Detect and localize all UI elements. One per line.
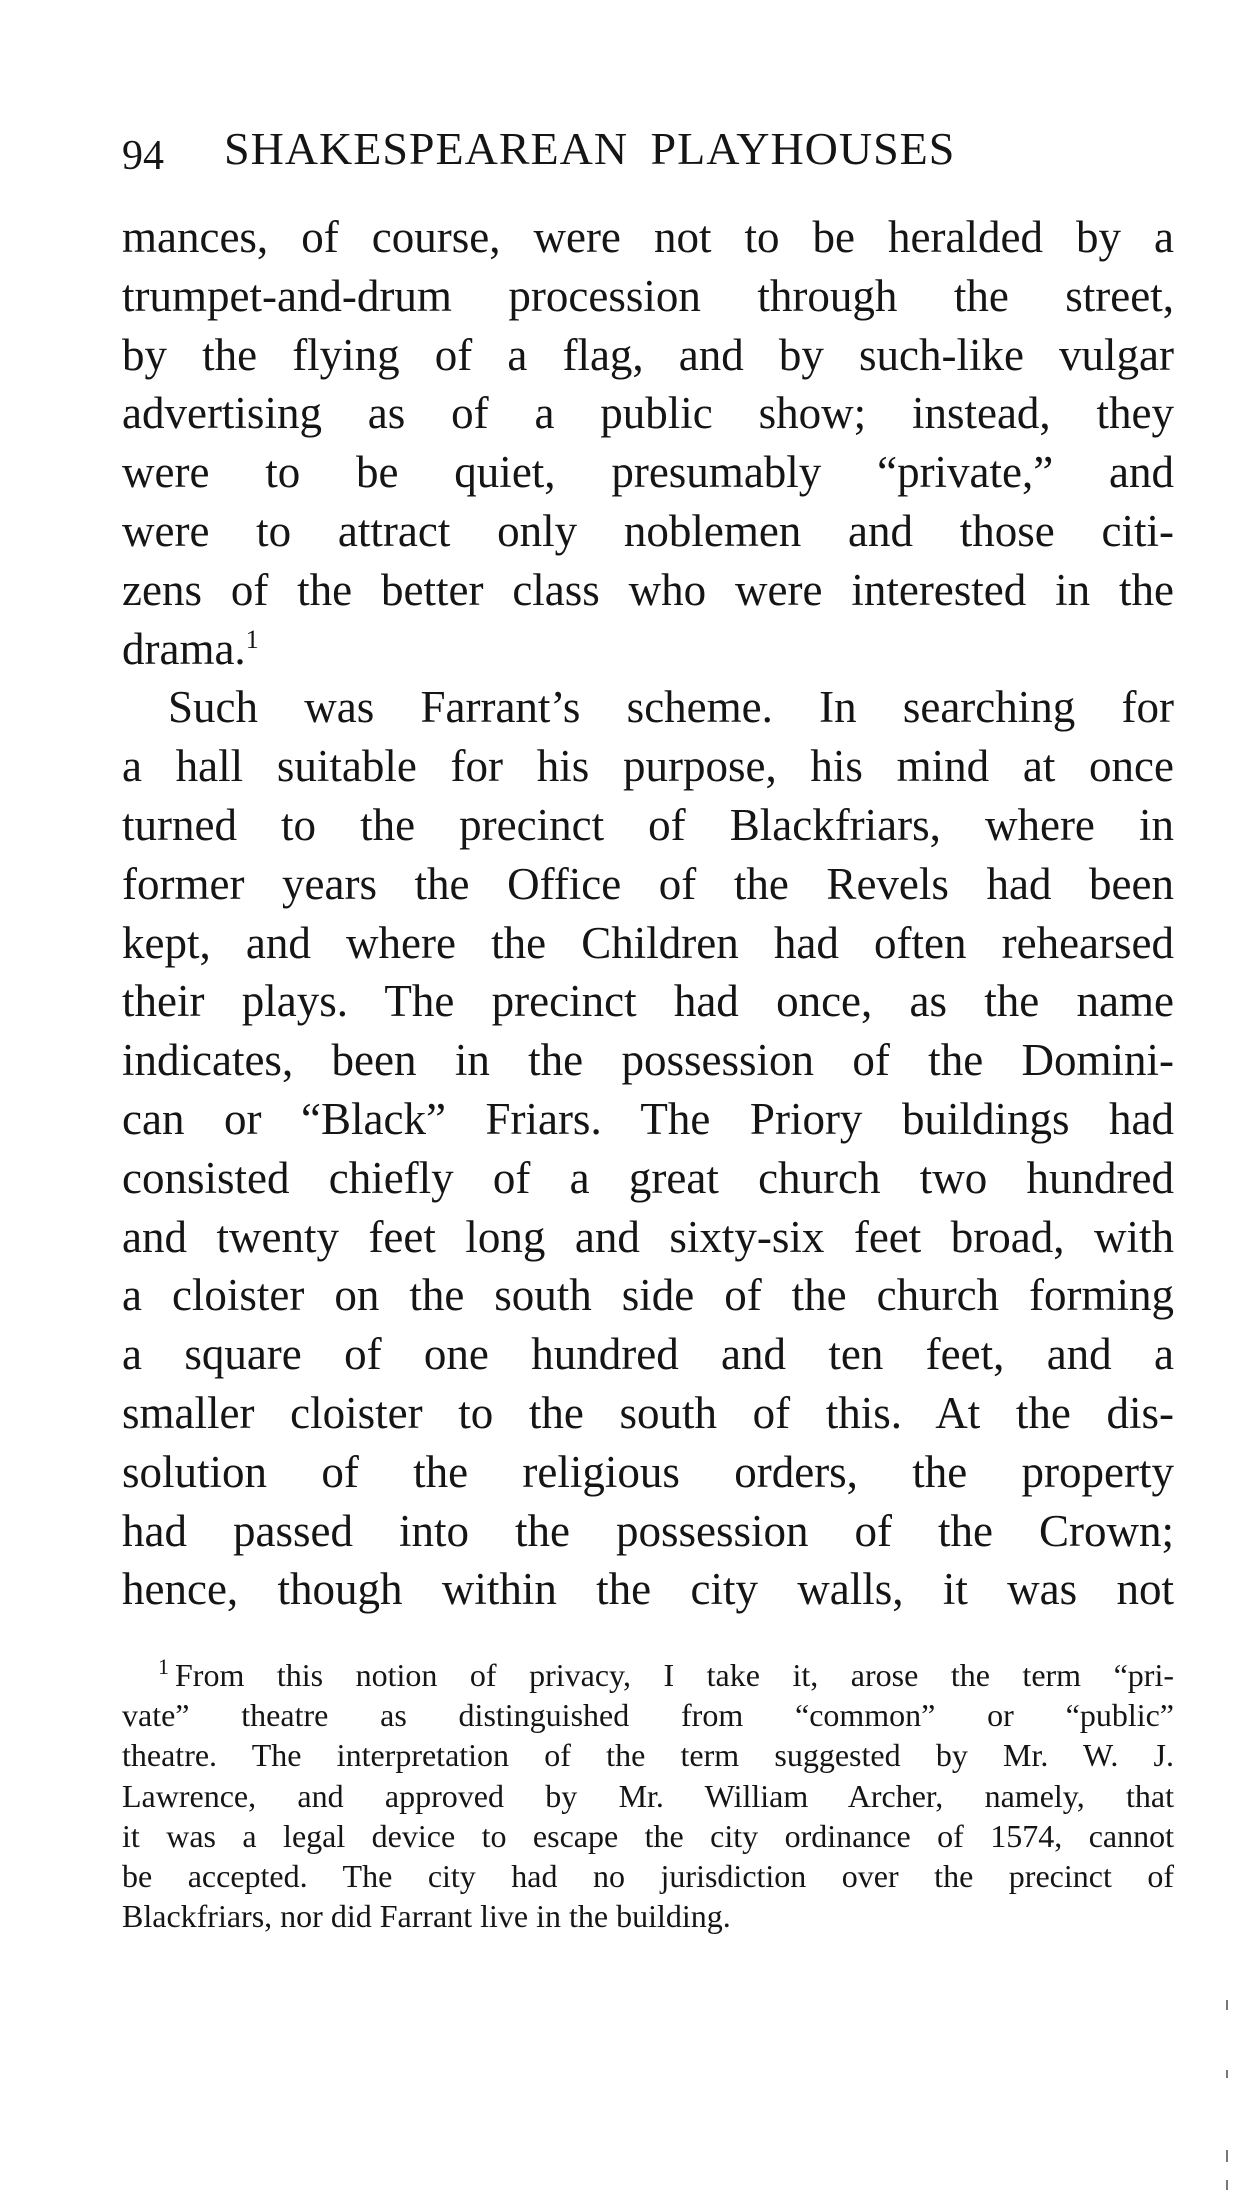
footnote-marker: 1 xyxy=(158,1654,169,1680)
footnote-line: Lawrence, and approved by Mr. William Archer, namely, that xyxy=(122,1777,1174,1814)
text-line: were to attract only noblemen and those citi- xyxy=(122,505,1174,556)
text-line: can or “Black” Friars. The Priory buildings had xyxy=(122,1093,1174,1144)
footnote-reference: 1 xyxy=(245,624,259,654)
text-line: turned to the precinct of Blackfriars, where in xyxy=(122,799,1174,850)
page-number: 94 xyxy=(122,133,164,179)
scan-artifact-marks xyxy=(1226,2000,1230,2200)
footnotes xyxy=(122,1655,1174,1936)
text-line: smaller cloister to the south of this. At the dis- xyxy=(122,1387,1174,1438)
paragraph-1 xyxy=(122,208,1174,678)
text-line: zens of the better class who were interested in the xyxy=(122,564,1174,615)
text-line: trumpet-and-drum procession through the street, xyxy=(122,270,1174,321)
footnote-line-content: From this notion of privacy, I take it, arose the term “pri- xyxy=(175,1657,1174,1693)
text-line: kept, and where the Children had often rehearsed xyxy=(122,917,1174,968)
scan-dot xyxy=(1226,2180,1228,2190)
footnote-line: theatre. The interpretation of the term suggested by Mr. W. J. xyxy=(122,1737,1174,1774)
text-line: by the flying of a flag, and by such-like vulgar xyxy=(122,329,1174,380)
body-text xyxy=(122,208,1174,1619)
text-line: had passed into the possession of the Crown; xyxy=(122,1505,1174,1556)
scan-dot xyxy=(1226,2000,1228,2010)
running-title: SHAKESPEAREAN PLAYHOUSES xyxy=(224,123,956,174)
scan-dot xyxy=(1226,2150,1228,2162)
text-line: hence, though within the city walls, it was not xyxy=(122,1564,1174,1615)
footnote-line-last: Blackfriars, nor did Farrant live in the building. xyxy=(122,1898,731,1935)
text-line: Such was Farrant’s scheme. In searching for xyxy=(168,682,1174,733)
text-line: solution of the religious orders, the property xyxy=(122,1446,1174,1497)
text-line: a cloister on the south side of the church forming xyxy=(122,1270,1174,1321)
footnote-line: vate” theatre as distinguished from “common” or “public” xyxy=(122,1697,1174,1734)
footnote-line: be accepted. The city had no jurisdiction over the precinct of xyxy=(122,1858,1174,1895)
text-line: former years the Office of the Revels had been xyxy=(122,858,1174,909)
footnote-line xyxy=(122,1655,1174,1695)
scan-dot xyxy=(1226,2070,1228,2078)
footnote-line: it was a legal device to escape the city ordinance of 1574, cannot xyxy=(122,1817,1174,1854)
text-line: were to be quiet, presumably “private,” and xyxy=(122,447,1174,498)
text-line-last xyxy=(122,620,1174,679)
text-line: a square of one hundred and ten feet, and a xyxy=(122,1329,1174,1380)
text-line-content: drama. xyxy=(122,623,246,674)
text-line: indicates, been in the possession of the Domini- xyxy=(122,1035,1174,1086)
page-header xyxy=(122,118,1182,188)
footnote-1 xyxy=(122,1655,1174,1936)
text-line: their plays. The precinct had once, as the name xyxy=(122,976,1174,1027)
text-line: consisted chiefly of a great church two hundred xyxy=(122,1152,1174,1203)
text-line: mances, of course, were not to be heralded by a xyxy=(122,212,1174,262)
paragraph-2 xyxy=(122,678,1174,1619)
text-line: a hall suitable for his purpose, his mind at once xyxy=(122,741,1174,792)
text-line: and twenty feet long and sixty-six feet broad, with xyxy=(122,1211,1174,1262)
text-line: advertising as of a public show; instead, they xyxy=(122,388,1174,439)
